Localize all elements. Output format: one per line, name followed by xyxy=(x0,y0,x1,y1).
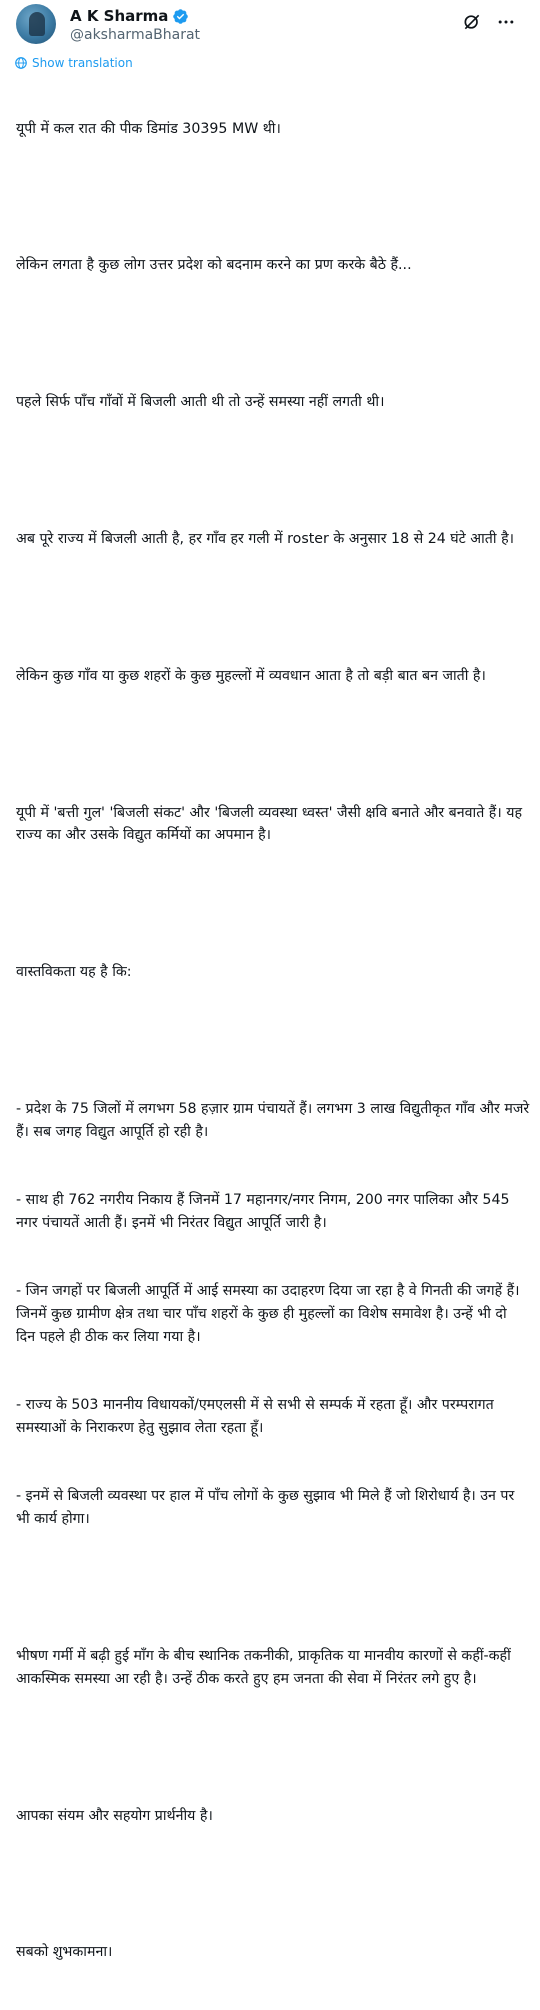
tweet-paragraph xyxy=(16,1029,530,1052)
tweet-paragraph: पहले सिर्फ पाँच गाँवों में बिजली आती थी तो उन्हें समस्या नहीं लगती थी। xyxy=(16,394,385,411)
tweet-paragraph xyxy=(16,1577,530,1600)
tweet-paragraph: अब पूरे राज्य में बिजली आती है, हर गाँव हर गली में roster के अनुसार 18 से 24 घंटे आती है। xyxy=(16,530,514,547)
tweet-paragraph xyxy=(16,1873,530,1896)
author-handle[interactable]: @aksharmaBharat xyxy=(70,27,201,43)
tweet-paragraph xyxy=(16,733,530,756)
tweet-paragraph: सबको शुभकामना। xyxy=(16,1944,113,1961)
tweet-paragraph: - प्रदेश के 75 जिलों में लगभग 58 हज़ार ग्राम पंचायतें हैं। लगभग 3 लाख विद्युतीकृत गाँव और मजरे हैं। सब जगह विद्युत आपूर्ति हो रही है। xyxy=(16,1100,534,1140)
tweet-paragraph: आपका संयम और सहयोग प्रार्थनीय है। xyxy=(16,1807,213,1824)
tweet-paragraph: लेकिन कुछ गाँव या कुछ शहरों के कुछ मुहल्लों में व्यवधान आता है तो बड़ी बात बन जाती है। xyxy=(16,667,486,684)
more-options-icon[interactable] xyxy=(496,12,516,32)
tweet-paragraph: भीषण गर्मी में बढ़ी हुई माँग के बीच स्थानिक तकनीकी, प्राकृतिक या मानवीय कारणों से कहीं-कहीं आकस्मिक समस्या आ रही है। उन्हें ठीक करते हुए हम जनता की सेवा में निरंतर लगे हुए है। xyxy=(16,1647,516,1687)
tweet-paragraph: लेकिन लगता है कुछ लोग उत्तर प्रदेश को बदनाम करने का प्रण करके बैठे हैं... xyxy=(16,257,412,274)
show-translation-link[interactable] xyxy=(14,56,133,70)
tweet-paragraph xyxy=(16,460,530,483)
header-actions xyxy=(462,4,524,32)
tweet-paragraph: यूपी में कल रात की पीक डिमांड 30395 MW थी। xyxy=(16,120,281,137)
tweet-paragraph xyxy=(16,1736,530,1759)
tweet-paragraph xyxy=(16,323,530,346)
globe-icon xyxy=(14,56,28,70)
tweet-paragraph: - जिन जगहों पर बिजली आपूर्ति में आई समस्या का उदाहरण दिया जा रहा है वे गिनती की जगहें हैं। जिनमें कुछ ग्रामीण क्षेत्र तथा चार पाँच शहरों के कुछ ही मुहल्लों का विशेष समावेश है। उन्हें भी दो दिन पहले ही ठीक कर लिया गया है। xyxy=(16,1283,525,1345)
tweet-text xyxy=(16,72,534,2010)
author-display-name[interactable]: A K Sharma xyxy=(70,7,169,25)
tweet-paragraph: वास्तविकता यह है कि: xyxy=(16,964,132,981)
tweet-paragraph: - राज्य के 503 माननीय विधायकों/एमएलसी में से सभी से सम्पर्क में रहता हूँ। और परम्परागत समस्याओं के निराकरण हेतु सुझाव लेता रहता हूँ। xyxy=(16,1397,499,1437)
show-translation-label: Show translation xyxy=(32,56,133,70)
tweet-paragraph xyxy=(16,186,530,209)
avatar[interactable] xyxy=(16,4,56,44)
author-name-row xyxy=(70,6,189,26)
grok-icon[interactable] xyxy=(462,12,482,32)
tweet-paragraph: यूपी में 'बत्ती गुल' 'बिजली संकट' और 'बिजली व्यवस्था ध्वस्त' जैसी क्षवि बनाते और बनवाते हैं। यह राज्य का और उसके विद्युत कर्मियों का अपमान है। xyxy=(16,804,527,844)
tweet-paragraph: - इनमें से बिजली व्यवस्था पर हाल में पाँच लोगों के कुछ सुझाव भी मिले हैं जो शिरोधार्य है। उन पर भी कार्य होगा। xyxy=(16,1488,519,1528)
tweet-paragraph: - साथ ही 762 नगरीय निकाय हैं जिनमें 17 महानगर/नगर निगम, 200 नगर पालिका और 545 नगर पंचायतें आती हैं। इनमें भी निरंतर विद्युत आपूर्ति जारी है। xyxy=(16,1192,515,1231)
tweet-paragraph xyxy=(16,893,530,916)
tweet-paragraph xyxy=(16,596,530,619)
avatar-figure xyxy=(29,12,45,36)
tweet-header xyxy=(16,4,524,48)
verified-badge-icon xyxy=(172,8,189,25)
